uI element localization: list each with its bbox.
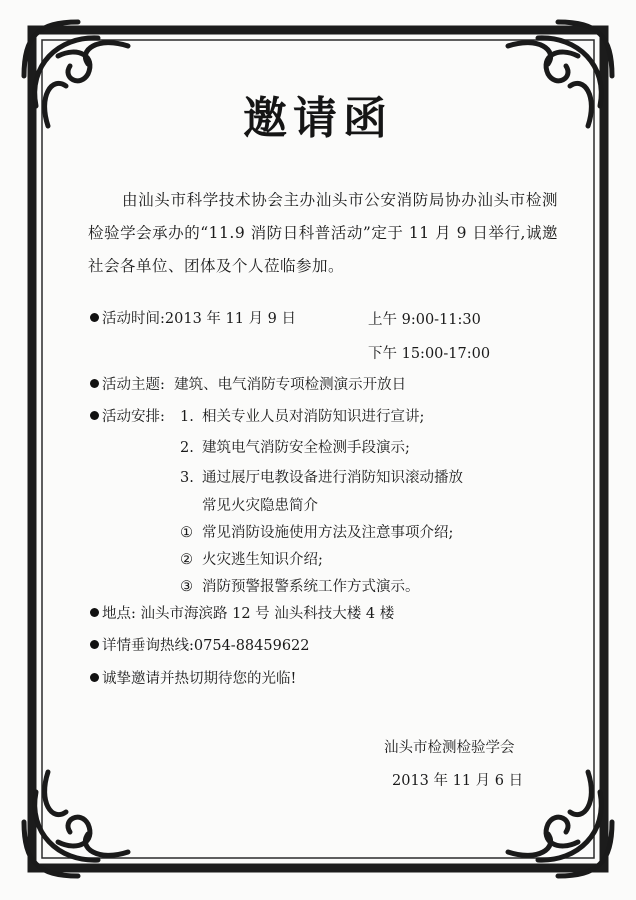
location-value: 汕头市海滨路 12 号 汕头科技大楼 4 楼 — [140, 606, 395, 622]
theme-label: 活动主题: — [102, 377, 165, 393]
time-row — [90, 307, 296, 328]
bullet-icon — [90, 640, 99, 649]
arrangement-sub-heading: 常见火灾隐患简介 — [202, 498, 318, 514]
corner-ornament-bottom-left — [24, 772, 128, 876]
signature-org: 汕头市检测检验学会 — [384, 740, 515, 756]
bullet-icon — [90, 379, 99, 388]
location-label: 地点: — [102, 606, 136, 622]
theme-value: 建筑、电气消防专项检测演示开放日 — [174, 377, 407, 393]
time-date: 2013 年 11 月 9 日 — [164, 311, 297, 327]
page-title: 邀请函 — [243, 93, 393, 144]
bullet-icon — [90, 673, 99, 682]
bullet-icon — [90, 411, 99, 420]
hotline-value: 0754-88459622 — [193, 638, 310, 654]
time-afternoon: 下午 15:00-17:00 — [368, 346, 491, 362]
arrangement-sub-item: ① 常见消防设施使用方法及注意事项介绍; — [180, 525, 454, 541]
theme-row — [90, 373, 406, 394]
corner-ornament-bottom-right — [508, 772, 612, 876]
arrangement-sub-item: ② 火灾逃生知识介绍; — [180, 552, 323, 568]
closing-text: 诚挚邀请并热切期待您的光临! — [102, 671, 297, 687]
time-morning: 上午 9:00-11:30 — [368, 312, 481, 328]
hotline-row — [90, 634, 310, 655]
arrangement-item: 1. 相关专业人员对消防知识进行宣讲; — [180, 409, 425, 425]
closing-row — [90, 667, 296, 688]
arrangement-item: 2. 建筑电气消防安全检测手段演示; — [180, 440, 410, 456]
arrangement-item: 3. 通过展厅电教设备进行消防知识滚动播放 — [180, 470, 463, 486]
arrangement-row — [90, 405, 165, 426]
arrangement-label: 活动安排: — [102, 409, 165, 425]
signature-date: 2013 年 11 月 6 日 — [392, 773, 524, 789]
bullet-icon — [90, 608, 99, 617]
hotline-label: 详情垂询热线: — [102, 638, 194, 654]
location-row — [90, 602, 394, 623]
intro-paragraph: 由汕头市科学技术协会主办汕头市公安消防局协办汕头市检测检验学会承办的“11.9 消防日科普活动”定于 11 月 9 日举行,诚邀社会各单位、团体及个人莅临参加。 — [88, 191, 558, 275]
arrangement-sub-item: ③ 消防预警报警系统工作方式演示。 — [180, 579, 420, 595]
bullet-icon — [90, 313, 99, 322]
time-label: 活动时间: — [102, 311, 165, 327]
